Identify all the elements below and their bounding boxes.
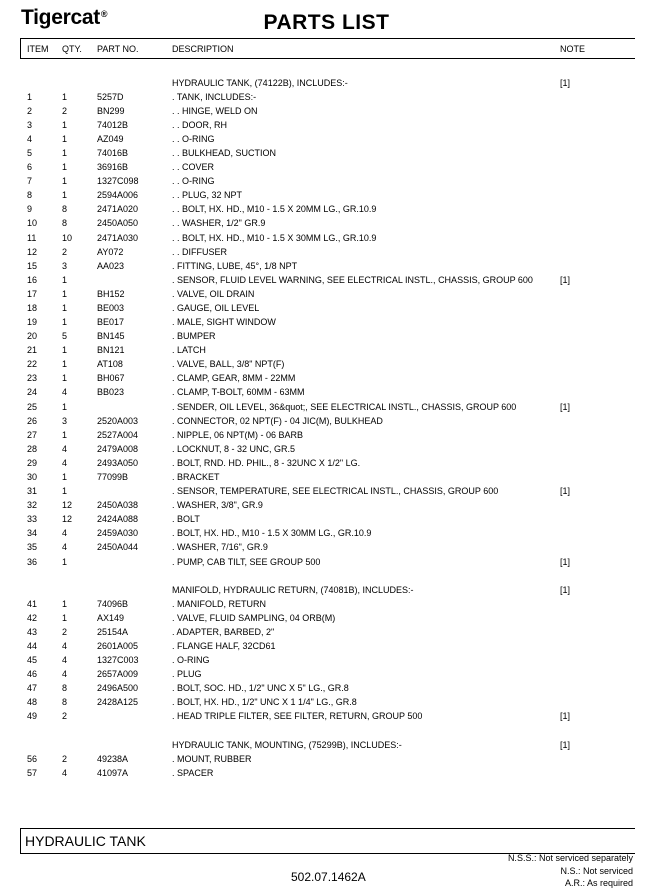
cell-part-number: 2459A030 [97,528,139,538]
table-row [0,443,653,456]
cell-item-number: 56 [27,754,38,764]
table-row [0,330,653,343]
cell-description: . FLANGE HALF, 32CD61 [172,641,276,651]
cell-part-number: 2471A020 [97,204,139,214]
cell-quantity: 10 [62,233,73,243]
cell-quantity: 8 [62,683,68,693]
cell-part-number: 2424A088 [97,514,139,524]
cell-description: . MANIFOLD, RETURN [172,599,267,609]
cell-quantity: 4 [62,542,68,552]
column-header-note: NOTE [560,44,586,54]
cell-part-number: 1327C098 [97,176,139,186]
column-header-description: DESCRIPTION [172,44,234,54]
cell-description: . . BULKHEAD, SUCTION [172,148,277,158]
cell-quantity: 1 [62,359,68,369]
cell-description: . . BOLT, HX. HD., M10 - 1.5 X 20MM LG., GR.10.9 [172,204,377,214]
cell-item-number: 44 [27,641,38,651]
cell-description: . CLAMP, T-BOLT, 60MM - 63MM [172,387,305,397]
table-row [0,668,653,681]
cell-item-number: 25 [27,402,38,412]
table-row [0,527,653,540]
cell-quantity: 3 [62,416,68,426]
cell-note: [1] [560,557,571,567]
cell-description: . TANK, INCLUDES:- [172,92,257,102]
table-row [0,499,653,512]
table-row [0,105,653,118]
cell-quantity: 4 [62,444,68,454]
table-row [0,133,653,146]
table-section-header [0,739,653,752]
cell-part-number: 2520A003 [97,416,139,426]
column-header-qty: QTY. [62,44,82,54]
cell-description: . . DOOR, RH [172,120,228,130]
cell-part-number: BN299 [97,106,125,116]
cell-description: . GAUGE, OIL LEVEL [172,303,260,313]
cell-quantity: 12 [62,514,73,524]
cell-part-number: 77099B [97,472,129,482]
cell-part-number: BH152 [97,289,125,299]
cell-description: . CLAMP, GEAR, 8MM - 22MM [172,373,296,383]
cell-quantity: 1 [62,190,68,200]
table-row [0,358,653,371]
cell-note: [1] [560,402,571,412]
cell-item-number: 45 [27,655,38,665]
cell-part-number: 36916B [97,162,129,172]
cell-part-number: 2594A006 [97,190,139,200]
cell-part-number: 2450A044 [97,542,139,552]
cell-description: . ADAPTER, BARBED, 2" [172,627,275,637]
cell-description: HYDRAULIC TANK, MOUNTING, (75299B), INCLUDES:- [172,740,402,750]
cell-part-number: BH067 [97,373,125,383]
cell-item-number: 42 [27,613,38,623]
section-title: HYDRAULIC TANK [25,833,146,849]
cell-quantity: 1 [62,345,68,355]
cell-description: . . PLUG, 32 NPT [172,190,243,200]
cell-item-number: 3 [27,120,33,130]
cell-item-number: 8 [27,190,33,200]
cell-quantity: 1 [62,373,68,383]
cell-quantity: 2 [62,711,68,721]
cell-part-number: 2471A030 [97,233,139,243]
cell-item-number: 6 [27,162,33,172]
table-row [0,246,653,259]
cell-part-number: 2493A050 [97,458,139,468]
cell-description: . PLUG [172,669,202,679]
cell-note: [1] [560,78,571,88]
cell-quantity: 8 [62,697,68,707]
cell-description: . WASHER, 7/16", GR.9 [172,542,268,552]
table-row [0,696,653,709]
table-row [0,274,653,287]
cell-item-number: 19 [27,317,38,327]
document-number: 502.07.1462A [291,870,366,884]
table-row [0,217,653,230]
cell-description: . . O-RING [172,134,215,144]
cell-part-number: 2450A050 [97,218,139,228]
table-row [0,457,653,470]
cell-description: . . DIFFUSER [172,247,228,257]
cell-part-number: 2496A500 [97,683,139,693]
legend-ar: A.R.: As required [564,878,633,888]
cell-description: . VALVE, BALL, 3/8" NPT(F) [172,359,285,369]
cell-description: . MALE, SIGHT WINDOW [172,317,276,327]
cell-part-number: 74096B [97,599,129,609]
cell-part-number: AY072 [97,247,124,257]
table-row [0,471,653,484]
column-header-item: ITEM [27,44,49,54]
cell-description: . MOUNT, RUBBER [172,754,252,764]
cell-description: . SENSOR, TEMPERATURE, SEE ELECTRICAL INSTL., CHASSIS, GROUP 600 [172,486,499,496]
cell-quantity: 1 [62,120,68,130]
cell-item-number: 46 [27,669,38,679]
table-row [0,767,653,780]
cell-part-number: BE017 [97,317,125,327]
cell-item-number: 2 [27,106,33,116]
cell-part-number: BN145 [97,331,125,341]
cell-part-number: 49238A [97,754,129,764]
cell-quantity: 4 [62,768,68,778]
table-row [0,316,653,329]
table-row [0,119,653,132]
cell-quantity: 1 [62,289,68,299]
cell-item-number: 12 [27,247,38,257]
cell-item-number: 35 [27,542,38,552]
cell-quantity: 8 [62,218,68,228]
cell-item-number: 20 [27,331,38,341]
cell-item-number: 41 [27,599,38,609]
cell-description: . BOLT [172,514,200,524]
table-row [0,344,653,357]
cell-part-number: 2657A009 [97,669,139,679]
table-section-header [0,584,653,597]
cell-quantity: 1 [62,613,68,623]
cell-item-number: 36 [27,557,38,567]
cell-quantity: 4 [62,669,68,679]
cell-description: . BOLT, SOC. HD., 1/2" UNC X 5" LG., GR.8 [172,683,349,693]
table-row [0,203,653,216]
cell-quantity: 1 [62,134,68,144]
cell-quantity: 1 [62,303,68,313]
table-row [0,161,653,174]
cell-description: . SENSOR, FLUID LEVEL WARNING, SEE ELECTRICAL INSTL., CHASSIS, GROUP 600 [172,275,533,285]
cell-description: . VALVE, OIL DRAIN [172,289,255,299]
cell-item-number: 34 [27,528,38,538]
table-row [0,654,653,667]
cell-item-number: 28 [27,444,38,454]
cell-item-number: 17 [27,289,38,299]
cell-item-number: 24 [27,387,38,397]
cell-item-number: 26 [27,416,38,426]
cell-note: [1] [560,275,571,285]
cell-item-number: 9 [27,204,33,214]
cell-part-number: AA023 [97,261,125,271]
cell-item-number: 33 [27,514,38,524]
page-title: PARTS LIST [263,11,390,34]
cell-description: . BOLT, HX. HD., 1/2" UNC X 1 1/4" LG., GR.8 [172,697,357,707]
table-row [0,372,653,385]
cell-note: [1] [560,711,571,721]
cell-item-number: 16 [27,275,38,285]
cell-description: . BOLT, RND. HD. PHIL., 8 - 32UNC X 1/2" LG. [172,458,361,468]
cell-quantity: 1 [62,402,68,412]
cell-part-number: AX149 [97,613,125,623]
cell-quantity: 1 [62,162,68,172]
cell-part-number: 74012B [97,120,129,130]
cell-part-number: 2479A008 [97,444,139,454]
cell-item-number: 31 [27,486,38,496]
legend-ns: N.S.: Not serviced [560,866,633,876]
table-row [0,710,653,723]
cell-quantity: 4 [62,458,68,468]
table-row [0,91,653,104]
cell-quantity: 1 [62,275,68,285]
cell-part-number: AT108 [97,359,123,369]
cell-description: . . COVER [172,162,215,172]
cell-item-number: 21 [27,345,38,355]
table-row [0,541,653,554]
cell-description: . LATCH [172,345,206,355]
cell-note: [1] [560,585,571,595]
cell-item-number: 29 [27,458,38,468]
cell-part-number: 1327C003 [97,655,139,665]
cell-item-number: 23 [27,373,38,383]
cell-part-number: 25154A [97,627,129,637]
table-row [0,598,653,611]
brand-name: Tigercat [21,6,100,29]
cell-quantity: 2 [62,627,68,637]
cell-quantity: 1 [62,486,68,496]
cell-quantity: 1 [62,92,68,102]
cell-part-number: 2601A005 [97,641,139,651]
cell-item-number: 48 [27,697,38,707]
table-row [0,682,653,695]
cell-item-number: 27 [27,430,38,440]
cell-item-number: 32 [27,500,38,510]
table-section-header [0,77,653,90]
cell-part-number: 2450A038 [97,500,139,510]
cell-item-number: 57 [27,768,38,778]
cell-item-number: 7 [27,176,33,186]
cell-description: . BOLT, HX. HD., M10 - 1.5 X 30MM LG., GR.10.9 [172,528,372,538]
cell-quantity: 4 [62,641,68,651]
cell-item-number: 1 [27,92,33,102]
table-row [0,302,653,315]
cell-quantity: 1 [62,317,68,327]
cell-description: . BRACKET [172,472,220,482]
table-row [0,753,653,766]
cell-description: . PUMP, CAB TILT, SEE GROUP 500 [172,557,321,567]
cell-description: MANIFOLD, HYDRAULIC RETURN, (74081B), INCLUDES:- [172,585,414,595]
cell-item-number: 22 [27,359,38,369]
cell-part-number: 74016B [97,148,129,158]
cell-item-number: 4 [27,134,33,144]
cell-note: [1] [560,486,571,496]
cell-description: . . O-RING [172,176,215,186]
cell-quantity: 1 [62,599,68,609]
cell-quantity: 1 [62,176,68,186]
cell-description: . LOCKNUT, 8 - 32 UNC, GR.5 [172,444,296,454]
cell-note: [1] [560,740,571,750]
table-row [0,429,653,442]
cell-quantity: 4 [62,528,68,538]
table-row [0,288,653,301]
cell-item-number: 15 [27,261,38,271]
table-row [0,626,653,639]
cell-item-number: 43 [27,627,38,637]
cell-quantity: 1 [62,557,68,567]
cell-description: . CONNECTOR, 02 NPT(F) - 04 JIC(M), BULKHEAD [172,416,383,426]
cell-quantity: 4 [62,387,68,397]
cell-description: . . BOLT, HX. HD., M10 - 1.5 X 30MM LG., GR.10.9 [172,233,377,243]
cell-part-number: BE003 [97,303,125,313]
table-row [0,513,653,526]
table-row [0,556,653,569]
cell-quantity: 1 [62,430,68,440]
table-row [0,386,653,399]
cell-description: . BUMPER [172,331,216,341]
cell-quantity: 1 [62,472,68,482]
cell-item-number: 49 [27,711,38,721]
cell-description: . WASHER, 3/8", GR.9 [172,500,263,510]
cell-quantity: 8 [62,204,68,214]
cell-item-number: 11 [27,233,37,243]
cell-description: . VALVE, FLUID SAMPLING, 04 ORB(M) [172,613,336,623]
cell-description: . . WASHER, 1/2" GR.9 [172,218,266,228]
cell-quantity: 2 [62,106,68,116]
cell-quantity: 1 [62,148,68,158]
table-row [0,232,653,245]
cell-description: . NIPPLE, 06 NPT(M) - 06 BARB [172,430,304,440]
cell-quantity: 2 [62,754,68,764]
cell-description: . . HINGE, WELD ON [172,106,258,116]
cell-part-number: 2428A125 [97,697,139,707]
cell-item-number: 30 [27,472,38,482]
cell-item-number: 18 [27,303,38,313]
table-row [0,175,653,188]
cell-part-number: BN121 [97,345,125,355]
table-row [0,415,653,428]
cell-description: HYDRAULIC TANK, (74122B), INCLUDES:- [172,78,348,88]
table-row [0,147,653,160]
table-row [0,189,653,202]
cell-description: . SENDER, OIL LEVEL, 36&quot;, SEE ELECTRICAL INSTL., CHASSIS, GROUP 600 [172,402,517,412]
cell-description: . HEAD TRIPLE FILTER, SEE FILTER, RETURN, GROUP 500 [172,711,423,721]
cell-part-number: 41097A [97,768,129,778]
cell-quantity: 2 [62,247,68,257]
table-row [0,612,653,625]
cell-item-number: 5 [27,148,33,158]
cell-quantity: 12 [62,500,73,510]
column-header-divider [20,58,635,59]
table-row [0,640,653,653]
legend-nss: N.S.S.: Not serviced separately [507,853,633,863]
cell-quantity: 4 [62,655,68,665]
cell-part-number: AZ049 [97,134,124,144]
table-row [0,260,653,273]
cell-description: . O-RING [172,655,210,665]
table-row [0,401,653,414]
cell-part-number: 5257D [97,92,124,102]
registered-mark: ® [100,9,108,19]
cell-quantity: 5 [62,331,68,341]
cell-quantity: 3 [62,261,68,271]
cell-item-number: 10 [27,218,38,228]
cell-description: . FITTING, LUBE, 45°, 1/8 NPT [172,261,298,271]
table-row [0,485,653,498]
cell-part-number: 2527A004 [97,430,139,440]
column-header-part: PART NO. [97,44,139,54]
cell-description: . SPACER [172,768,214,778]
cell-item-number: 47 [27,683,38,693]
cell-part-number: BB023 [97,387,125,397]
